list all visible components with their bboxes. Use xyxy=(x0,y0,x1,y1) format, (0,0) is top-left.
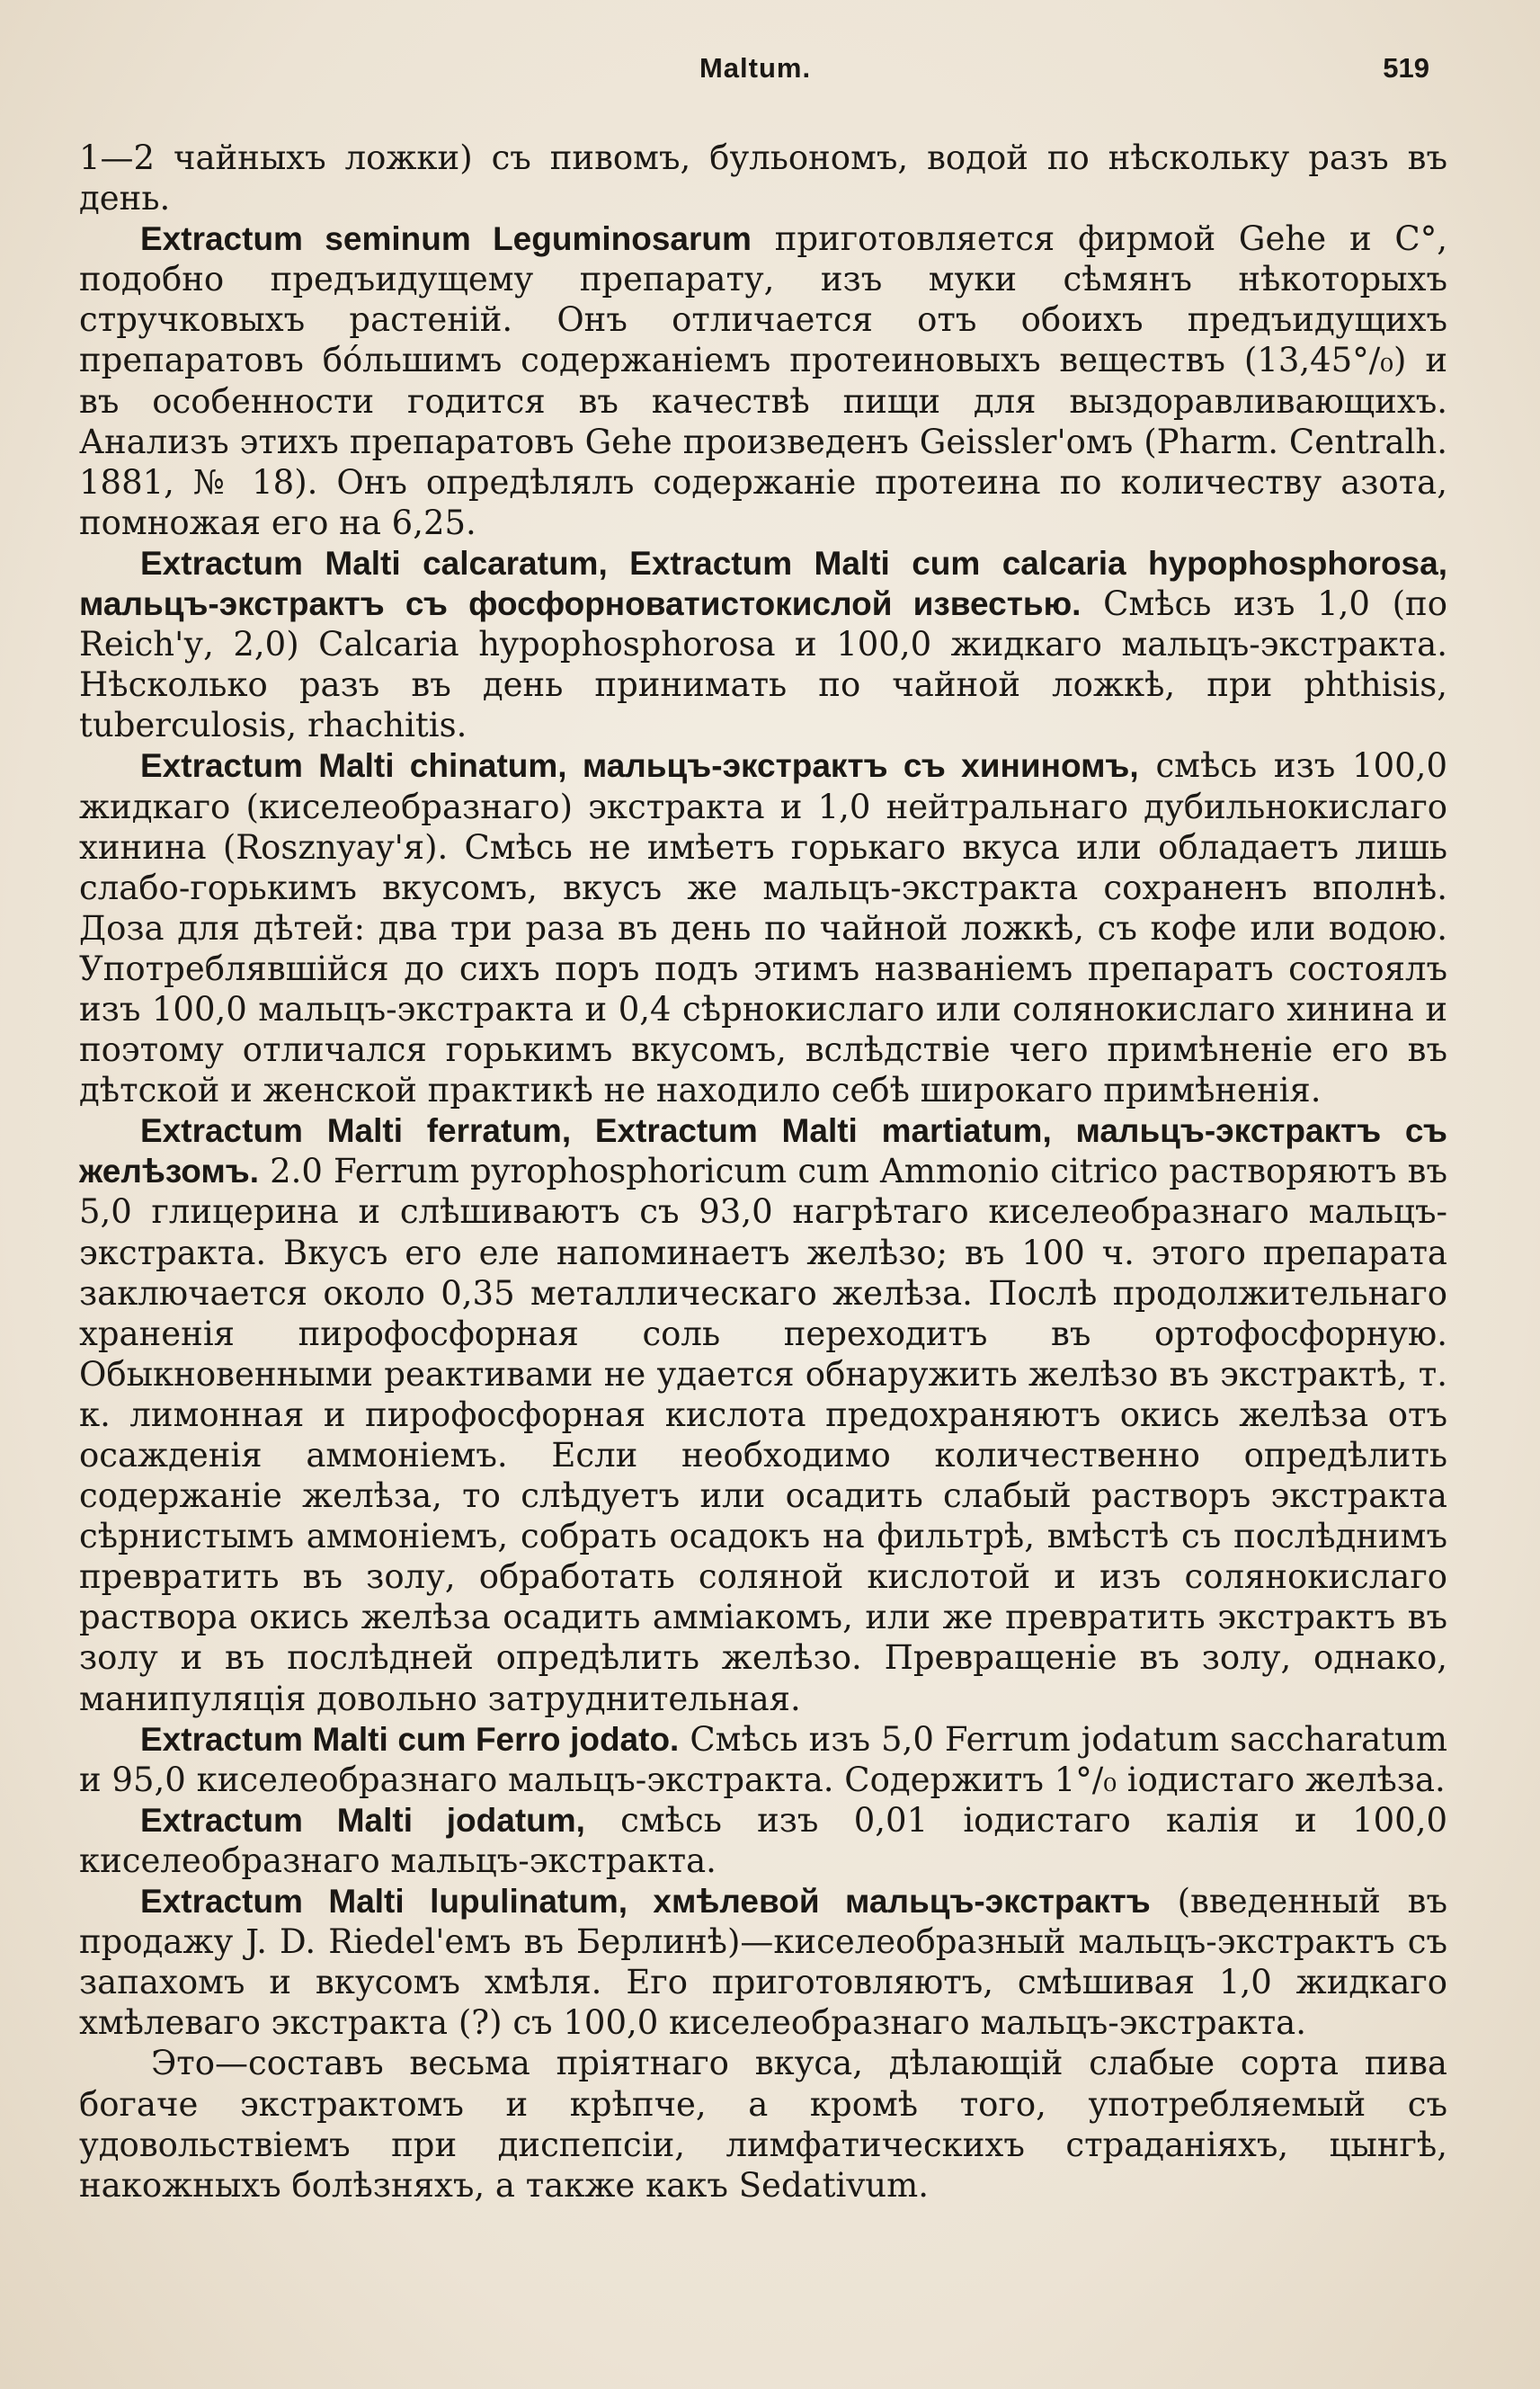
entry-term: Extractum Malti ferratum, Extractum Malti martiatum, мальцъ-экстрактъ съ желѣзомъ. xyxy=(79,1112,1447,1190)
entry-malti-jodatum xyxy=(79,1800,1447,1881)
entry-text: приготовляется фирмой Gehe и С°, подобно предъидущему препарату, изъ муки сѣмянъ нѣкоторыхъ стручковыхъ растеній. Онъ отличается отъ обоихъ предъидущихъ препаратовъ бо́льшимъ содержаніемъ протеиновыхъ веществъ (13,45°/₀) и въ особенности годится въ качествѣ пищи для выздоравливающихъ. Анализъ этихъ препаратовъ Gehe произведенъ Geissler'омъ (Pharm. Centralh. 1881, № 18). Онъ опредѣлялъ содержаніе протеина по количеству азота, помножая его на 6,25. xyxy=(79,219,1447,542)
entry-term: Extractum Malti jodatum, xyxy=(140,1801,585,1839)
entry-term: Extractum Malti calcaratum, Extractum Malti cum calcaria hypophosphorosa, мальцъ-экстрактъ съ фосфорноватистокислой известью. xyxy=(79,544,1447,623)
entry-malti-calcaratum xyxy=(79,543,1447,745)
entry-text: смѣсь изъ 0,01 іодистаго калія и 100,0 киселеобразнаго мальцъ-экстракта. xyxy=(79,1800,1447,1880)
entry-malti-lupulinatum xyxy=(79,1881,1447,2043)
page-body xyxy=(79,138,1447,2206)
paragraph-continuation xyxy=(79,138,1447,218)
entry-malti-chinatum xyxy=(79,745,1447,1110)
entry-malti-ferratum xyxy=(79,1110,1447,1718)
entry-term: Extractum Malti chinatum, мальцъ-экстрактъ съ хининомъ, xyxy=(140,747,1139,785)
entry-term: Extractum Malti lupulinatum, хмѣлевой мальцъ-экстрактъ xyxy=(140,1883,1151,1921)
entry-text: (введенный въ продажу J. D. Riedel'емъ въ Берлинѣ)—киселеобразный мальцъ-экстрактъ съ запахомъ и вкусомъ хмѣля. Его приготовляютъ, смѣшивая 1,0 жидкаго хмѣлеваго экстракта (?) съ 100,0 киселеобразнаго мальцъ-экстракта. xyxy=(79,1882,1448,2043)
paragraph-closing xyxy=(79,2043,1447,2205)
paragraph-text: 1—2 чайныхъ ложки) съ пивомъ, бульономъ, водой по нѣскольку разъ въ день. xyxy=(79,138,1447,218)
page-header xyxy=(81,52,1429,92)
entry-text: смѣсь изъ 100,0 жидкаго (киселеобразнаго) экстракта и 1,0 нейтральнаго дубильнокислаго хинина (Rosznyay'я). Смѣсь не имѣетъ горькаго вкуса или обладаетъ лишь слабо-горькимъ вкусомъ, вкусъ же мальцъ-экстракта сохраненъ вполнѣ. Доза для дѣтей: два три раза въ день по чайной ложкѣ, съ кофе или водою. Употреблявшійся до сихъ поръ подъ этимъ названіемъ препаратъ состоялъ изъ 100,0 мальцъ-экстракта и 0,4 сѣрнокислаго или солянокислаго хинина и поэтому отличался горькимъ вкусомъ, вслѣдствіе чего примѣненіе его въ дѣтской и женской практикѣ не находило себѣ широкаго примѣненія. xyxy=(79,746,1447,1110)
running-head: Maltum. xyxy=(699,52,812,84)
entry-seminum-leguminosarum xyxy=(79,218,1447,543)
page-number: 519 xyxy=(1383,52,1429,84)
entry-term: Extractum Malti cum Ferro jodato. xyxy=(140,1720,680,1758)
entry-term: Extractum seminum Leguminosarum xyxy=(140,220,752,258)
entry-malti-ferro-jodato xyxy=(79,1719,1447,1800)
paragraph-text: Это—составъ весьма пріятнаго вкуса, дѣлающій слабые сорта пива богаче экстрактомъ и крѣпче, а кромѣ того, употребляемый съ удовольствіемъ при диспепсіи, лимфатическихъ страданіяхъ, цынгѣ, накожныхъ болѣзняхъ, а также какъ Sedativum. xyxy=(79,2044,1447,2205)
entry-text: Смѣсь изъ 5,0 Ferrum jodatum saccharatum и 95,0 киселеобразнаго мальцъ-экстракта. Содержитъ 1°/₀ іодистаго желѣза. xyxy=(79,1719,1447,1799)
entry-text: 2.0 Ferrum pyrophosphoricum cum Ammonio citrico растворяютъ въ 5,0 глицерина и слѣшиваютъ съ 93,0 нагрѣтаго киселеобразнаго мальцъ-экстракта. Вкусъ его еле напоминаетъ желѣзо; въ 100 ч. этого препарата заключается около 0,35 металлическаго желѣза. Послѣ продолжительнаго храненія пирофосфорная соль переходитъ въ ортофосфорную. Обыкновенными реактивами не удается обнаружить желѣзо въ экстрактѣ, т. к. лимонная и пирофосфорная кислота предохраняютъ окись желѣза отъ осажденія аммоніемъ. Если необходимо количественно опредѣлить содержаніе желѣза, то слѣдуетъ или осадить слабый растворъ экстракта сѣрнистымъ аммоніемъ, собрать осадокъ на фильтрѣ, вмѣстѣ съ послѣднимъ превратить въ золу, обработать соляной кислотой и изъ солянокислаго раствора окись желѣза осадить амміакомъ, или же превратить экстрактъ въ золу и въ послѣдней опредѣлить желѣзо. Превращеніе въ золу, однако, манипуляція довольно затруднительная. xyxy=(79,1152,1447,1718)
entry-text: Смѣсь изъ 1,0 (по Reich'у, 2,0) Calcaria hypophosphorosa и 100,0 жидкаго мальцъ-экстракта. Нѣсколько разъ въ день принимать по чайной ложкѣ, при phthisis, tuberculosis, rhachitis. xyxy=(79,584,1447,745)
